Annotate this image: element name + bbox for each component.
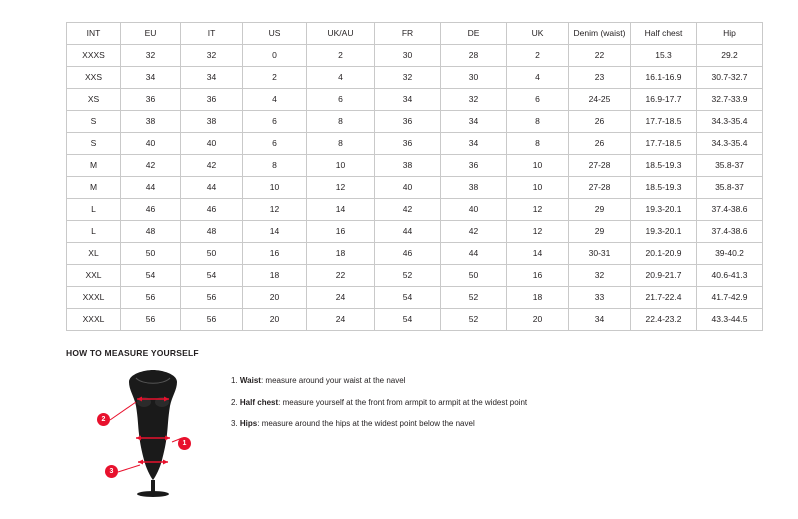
how-to-measure-body bbox=[66, 368, 766, 498]
column-header-int: INT bbox=[67, 23, 121, 45]
cell-int: XXXL bbox=[67, 309, 121, 331]
cell-eu: 56 bbox=[121, 287, 181, 309]
cell-int: L bbox=[67, 199, 121, 221]
instruction-text-hips: : measure around the hips at the widest point below the navel bbox=[257, 419, 475, 429]
cell-us: 6 bbox=[243, 111, 307, 133]
cell-us: 16 bbox=[243, 243, 307, 265]
cell-fr: 42 bbox=[375, 199, 441, 221]
table-header-row bbox=[67, 23, 763, 45]
cell-fr: 30 bbox=[375, 45, 441, 67]
cell-fr: 36 bbox=[375, 111, 441, 133]
cell-int: XXXS bbox=[67, 45, 121, 67]
cell-hip: 30.7-32.7 bbox=[697, 67, 763, 89]
cell-it: 48 bbox=[181, 221, 243, 243]
cell-hip: 32.7-33.9 bbox=[697, 89, 763, 111]
instruction-term-hips: Hips bbox=[239, 419, 258, 429]
cell-half-chest: 18.5-19.3 bbox=[631, 155, 697, 177]
cell-denim-waist: 34 bbox=[569, 309, 631, 331]
cell-fr: 36 bbox=[375, 133, 441, 155]
cell-fr: 54 bbox=[375, 287, 441, 309]
cell-uk: 8 bbox=[507, 111, 569, 133]
table-row bbox=[67, 111, 763, 133]
cell-hip: 29.2 bbox=[697, 45, 763, 67]
cell-eu: 56 bbox=[121, 309, 181, 331]
cell-de: 50 bbox=[441, 265, 507, 287]
cell-uk-au: 16 bbox=[307, 221, 375, 243]
cell-de: 52 bbox=[441, 287, 507, 309]
cell-uk-au: 2 bbox=[307, 45, 375, 67]
cell-it: 40 bbox=[181, 133, 243, 155]
column-header-it: IT bbox=[181, 23, 243, 45]
cell-de: 34 bbox=[441, 111, 507, 133]
cell-fr: 46 bbox=[375, 243, 441, 265]
cell-half-chest: 16.1-16.9 bbox=[631, 67, 697, 89]
cell-int: M bbox=[67, 155, 121, 177]
cell-uk-au: 6 bbox=[307, 89, 375, 111]
cell-uk-au: 4 bbox=[307, 67, 375, 89]
cell-denim-waist: 23 bbox=[569, 67, 631, 89]
cell-hip: 37.4-38.6 bbox=[697, 221, 763, 243]
cell-us: 6 bbox=[243, 133, 307, 155]
table-row bbox=[67, 243, 763, 265]
cell-half-chest: 18.5-19.3 bbox=[631, 177, 697, 199]
table-row bbox=[67, 265, 763, 287]
cell-uk-au: 22 bbox=[307, 265, 375, 287]
cell-de: 28 bbox=[441, 45, 507, 67]
column-header-us: US bbox=[243, 23, 307, 45]
instruction-text-waist: : measure around your waist at the navel bbox=[260, 376, 406, 385]
cell-de: 52 bbox=[441, 309, 507, 331]
measure-badge-3: 3 bbox=[105, 465, 118, 478]
cell-uk: 8 bbox=[507, 133, 569, 155]
table-row bbox=[67, 45, 763, 67]
cell-half-chest: 20.1-20.9 bbox=[631, 243, 697, 265]
size-chart-container bbox=[66, 22, 748, 331]
cell-half-chest: 22.4-23.2 bbox=[631, 309, 697, 331]
how-to-measure-section bbox=[66, 348, 766, 498]
cell-eu: 32 bbox=[121, 45, 181, 67]
cell-denim-waist: 26 bbox=[569, 111, 631, 133]
cell-uk: 10 bbox=[507, 177, 569, 199]
column-header-de: DE bbox=[441, 23, 507, 45]
cell-eu: 48 bbox=[121, 221, 181, 243]
cell-uk-au: 12 bbox=[307, 177, 375, 199]
cell-hip: 37.4-38.6 bbox=[697, 199, 763, 221]
cell-us: 20 bbox=[243, 287, 307, 309]
cell-half-chest: 15.3 bbox=[631, 45, 697, 67]
cell-it: 38 bbox=[181, 111, 243, 133]
cell-half-chest: 17.7-18.5 bbox=[631, 133, 697, 155]
measure-instruction-waist bbox=[231, 376, 527, 386]
cell-uk-au: 14 bbox=[307, 199, 375, 221]
cell-eu: 46 bbox=[121, 199, 181, 221]
cell-hip: 35.8-37 bbox=[697, 155, 763, 177]
mannequin-illustration bbox=[96, 368, 211, 498]
cell-int: XXXL bbox=[67, 287, 121, 309]
cell-fr: 40 bbox=[375, 177, 441, 199]
table-row bbox=[67, 287, 763, 309]
measure-instruction-hips bbox=[231, 419, 527, 429]
cell-hip: 35.8-37 bbox=[697, 177, 763, 199]
how-to-measure-title: HOW TO MEASURE YOURSELF bbox=[66, 348, 199, 358]
cell-uk-au: 24 bbox=[307, 287, 375, 309]
cell-uk: 16 bbox=[507, 265, 569, 287]
cell-fr: 34 bbox=[375, 89, 441, 111]
cell-fr: 38 bbox=[375, 155, 441, 177]
cell-hip: 34.3-35.4 bbox=[697, 111, 763, 133]
cell-int: M bbox=[67, 177, 121, 199]
cell-eu: 38 bbox=[121, 111, 181, 133]
cell-de: 30 bbox=[441, 67, 507, 89]
cell-de: 40 bbox=[441, 199, 507, 221]
table-row bbox=[67, 89, 763, 111]
column-header-denim-waist: Denim (waist) bbox=[569, 23, 631, 45]
cell-us: 8 bbox=[243, 155, 307, 177]
cell-it: 50 bbox=[181, 243, 243, 265]
table-body bbox=[67, 45, 763, 331]
size-chart-table bbox=[66, 22, 763, 331]
cell-half-chest: 19.3-20.1 bbox=[631, 221, 697, 243]
cell-fr: 54 bbox=[375, 309, 441, 331]
cell-uk-au: 24 bbox=[307, 309, 375, 331]
cell-de: 44 bbox=[441, 243, 507, 265]
cell-denim-waist: 32 bbox=[569, 265, 631, 287]
measure-instructions bbox=[231, 368, 527, 441]
table-row bbox=[67, 309, 763, 331]
cell-de: 38 bbox=[441, 177, 507, 199]
cell-it: 34 bbox=[181, 67, 243, 89]
cell-fr: 44 bbox=[375, 221, 441, 243]
cell-uk: 6 bbox=[507, 89, 569, 111]
table-row bbox=[67, 133, 763, 155]
cell-hip: 40.6-41.3 bbox=[697, 265, 763, 287]
cell-eu: 34 bbox=[121, 67, 181, 89]
mannequin-diagram bbox=[96, 368, 211, 498]
instruction-term-half-chest: Half chest bbox=[239, 397, 279, 407]
cell-uk: 18 bbox=[507, 287, 569, 309]
cell-denim-waist: 29 bbox=[569, 221, 631, 243]
table-row bbox=[67, 221, 763, 243]
column-header-fr: FR bbox=[375, 23, 441, 45]
cell-hip: 41.7-42.9 bbox=[697, 287, 763, 309]
column-header-uk: UK bbox=[507, 23, 569, 45]
cell-int: S bbox=[67, 111, 121, 133]
cell-us: 20 bbox=[243, 309, 307, 331]
cell-uk-au: 10 bbox=[307, 155, 375, 177]
cell-uk-au: 8 bbox=[307, 133, 375, 155]
cell-uk: 12 bbox=[507, 221, 569, 243]
cell-uk: 14 bbox=[507, 243, 569, 265]
instruction-number-3: 3. bbox=[231, 419, 238, 429]
cell-half-chest: 20.9-21.7 bbox=[631, 265, 697, 287]
table-row bbox=[67, 177, 763, 199]
cell-denim-waist: 30-31 bbox=[569, 243, 631, 265]
cell-int: XL bbox=[67, 243, 121, 265]
cell-it: 32 bbox=[181, 45, 243, 67]
cell-fr: 52 bbox=[375, 265, 441, 287]
cell-us: 14 bbox=[243, 221, 307, 243]
cell-de: 34 bbox=[441, 133, 507, 155]
instruction-text-half-chest: : measure yourself at the front from armpit to armpit at the widest point bbox=[278, 397, 528, 407]
cell-denim-waist: 33 bbox=[569, 287, 631, 309]
cell-int: XXS bbox=[67, 67, 121, 89]
table-header bbox=[67, 23, 763, 45]
cell-uk: 4 bbox=[507, 67, 569, 89]
cell-fr: 32 bbox=[375, 67, 441, 89]
cell-half-chest: 21.7-22.4 bbox=[631, 287, 697, 309]
cell-denim-waist: 27-28 bbox=[569, 155, 631, 177]
cell-denim-waist: 29 bbox=[569, 199, 631, 221]
cell-half-chest: 19.3-20.1 bbox=[631, 199, 697, 221]
table-row bbox=[67, 199, 763, 221]
cell-de: 42 bbox=[441, 221, 507, 243]
cell-eu: 50 bbox=[121, 243, 181, 265]
table-row bbox=[67, 155, 763, 177]
column-header-uk-au: UK/AU bbox=[307, 23, 375, 45]
cell-half-chest: 16.9-17.7 bbox=[631, 89, 697, 111]
cell-hip: 43.3-44.5 bbox=[697, 309, 763, 331]
cell-us: 12 bbox=[243, 199, 307, 221]
cell-eu: 40 bbox=[121, 133, 181, 155]
cell-de: 36 bbox=[441, 155, 507, 177]
cell-hip: 39-40.2 bbox=[697, 243, 763, 265]
cell-uk: 2 bbox=[507, 45, 569, 67]
column-header-hip: Hip bbox=[697, 23, 763, 45]
cell-int: S bbox=[67, 133, 121, 155]
cell-denim-waist: 26 bbox=[569, 133, 631, 155]
measure-instruction-half-chest bbox=[231, 398, 527, 408]
cell-us: 18 bbox=[243, 265, 307, 287]
instruction-term-waist: Waist bbox=[239, 376, 261, 385]
instruction-number-1: 1. bbox=[231, 376, 238, 385]
cell-us: 4 bbox=[243, 89, 307, 111]
cell-it: 44 bbox=[181, 177, 243, 199]
cell-denim-waist: 24-25 bbox=[569, 89, 631, 111]
cell-half-chest: 17.7-18.5 bbox=[631, 111, 697, 133]
cell-eu: 36 bbox=[121, 89, 181, 111]
cell-it: 46 bbox=[181, 199, 243, 221]
cell-us: 2 bbox=[243, 67, 307, 89]
cell-it: 36 bbox=[181, 89, 243, 111]
cell-it: 54 bbox=[181, 265, 243, 287]
cell-uk: 10 bbox=[507, 155, 569, 177]
cell-denim-waist: 27-28 bbox=[569, 177, 631, 199]
cell-us: 0 bbox=[243, 45, 307, 67]
cell-it: 56 bbox=[181, 309, 243, 331]
cell-eu: 42 bbox=[121, 155, 181, 177]
cell-hip: 34.3-35.4 bbox=[697, 133, 763, 155]
cell-uk: 12 bbox=[507, 199, 569, 221]
cell-denim-waist: 22 bbox=[569, 45, 631, 67]
cell-eu: 54 bbox=[121, 265, 181, 287]
instruction-number-2: 2. bbox=[231, 397, 238, 407]
table-row bbox=[67, 67, 763, 89]
measure-badge-2: 2 bbox=[97, 413, 110, 426]
cell-uk-au: 18 bbox=[307, 243, 375, 265]
cell-uk-au: 8 bbox=[307, 111, 375, 133]
column-header-eu: EU bbox=[121, 23, 181, 45]
cell-de: 32 bbox=[441, 89, 507, 111]
cell-us: 10 bbox=[243, 177, 307, 199]
cell-it: 56 bbox=[181, 287, 243, 309]
cell-uk: 20 bbox=[507, 309, 569, 331]
cell-eu: 44 bbox=[121, 177, 181, 199]
cell-int: XXL bbox=[67, 265, 121, 287]
column-header-half-chest: Half chest bbox=[631, 23, 697, 45]
measure-badge-1: 1 bbox=[178, 437, 191, 450]
cell-int: XS bbox=[67, 89, 121, 111]
cell-it: 42 bbox=[181, 155, 243, 177]
cell-int: L bbox=[67, 221, 121, 243]
